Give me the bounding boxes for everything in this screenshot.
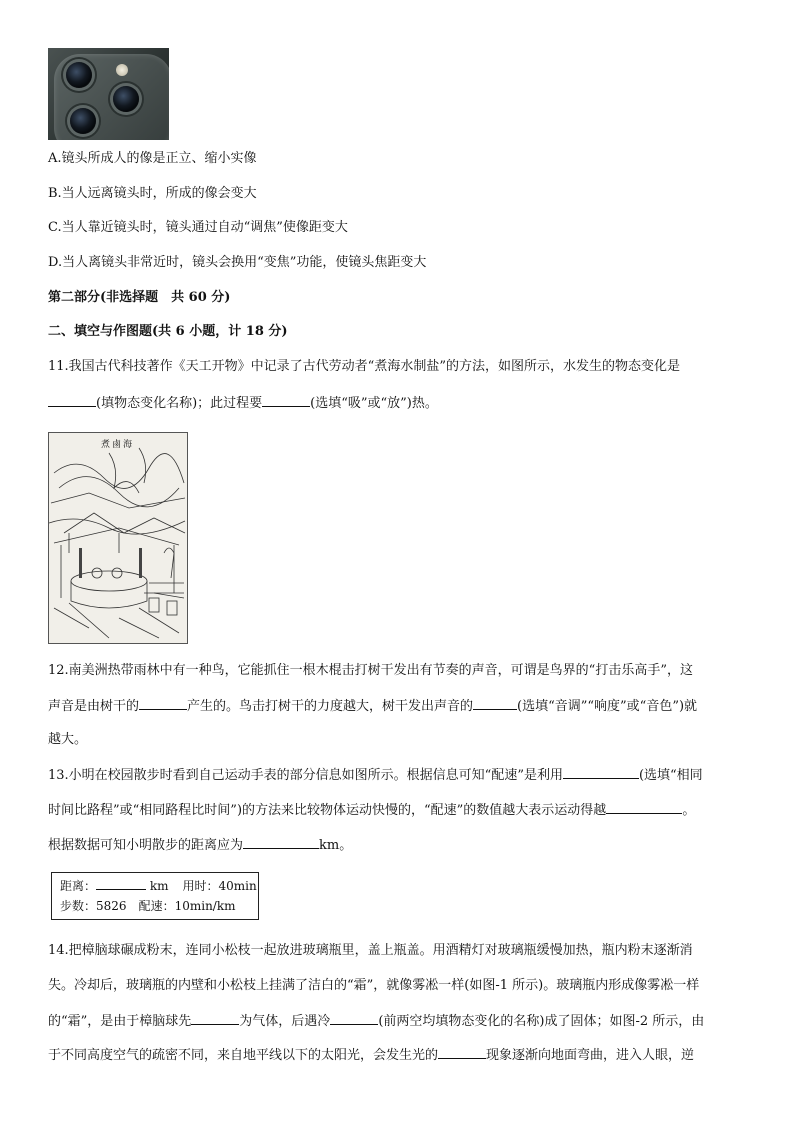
q13-text: (选填“相同 [638, 768, 703, 783]
answer-blank [563, 766, 639, 779]
q12-line1: 12.南美洲热带雨林中有一种鸟，它能抓住一根木棍击打树干发出有节奏的声音，可谓是鸟界的“打击乐高手”，这 [48, 663, 693, 678]
q12-text: 声音是由树干的 [48, 699, 140, 714]
q11-line2 [48, 394, 438, 413]
q14-text: 于不同高度空气的疏密不同，来自地平线以下的太阳光，会发生光的 [48, 1048, 439, 1063]
watch-row-2 [60, 896, 258, 916]
steps-value: 5826 [96, 899, 127, 913]
steps-label: 步数： [60, 899, 97, 913]
q13-line1 [48, 766, 703, 785]
answer-blank [48, 394, 96, 407]
answer-blank [606, 801, 682, 814]
q12-text: (选填“音调”“响度”或“音色”)就 [517, 699, 698, 714]
q14-line1: 14.把樟脑球碾成粉末，连同小松枝一起放进玻璃瓶里，盖上瓶盖。用酒精灯对玻璃瓶缓慢加热，瓶内粉末逐渐消 [48, 943, 693, 958]
option-b: B.当人远离镜头时，所成的像会变大 [48, 186, 257, 201]
distance-blank [96, 877, 146, 890]
answer-blank [473, 697, 517, 710]
q11-text: (选填“吸”或“放”)热。 [310, 396, 438, 411]
time-label: 用时： [182, 879, 219, 893]
q13-line3 [48, 836, 352, 855]
q13-text: 根据数据可知小明散步的距离应为 [48, 838, 244, 853]
answer-blank [438, 1046, 486, 1059]
q11-line1: 11.我国古代科技著作《天工开物》中记录了古代劳动者“煮海水制盐”的方法，如图所示，水发生的物态变化是 [48, 359, 680, 374]
phone-camera-photo [48, 48, 169, 140]
q14-text: 的“霜”，是由于樟脑球先 [48, 1014, 192, 1029]
sport-watch-info [51, 872, 259, 920]
pace-label: 配速： [138, 899, 175, 913]
camera-lens-icon [66, 62, 92, 88]
q14-text: 为气体，后遇冷 [239, 1014, 331, 1029]
answer-blank [330, 1012, 378, 1025]
time-value: 40min [218, 879, 257, 893]
camera-lens-icon [70, 108, 96, 134]
q14-text: (前两空均填物态变化的名称)成了固体；如图-2 所示，由 [378, 1014, 705, 1029]
q14-line3 [48, 1012, 704, 1031]
camera-flash-icon [116, 64, 128, 76]
salt-boiling-illustration [48, 432, 188, 644]
illustration-title: 煮鹵海 [101, 440, 135, 450]
answer-blank [262, 394, 310, 407]
q13-text: km。 [319, 838, 353, 853]
q13-line2 [48, 801, 695, 820]
q12-text: 产生的。鸟击打树干的力度越大，树干发出声音的 [187, 699, 474, 714]
q12-line3: 越大。 [48, 732, 88, 747]
q13-text: 时间比路程”或“相同路程比时间”)的方法来比较物体运动快慢的，“配速”的数值越大表示运动得越 [48, 803, 607, 818]
option-a: A.镜头所成人的像是正立、缩小实像 [48, 151, 257, 166]
q13-text: 。 [682, 803, 696, 818]
watch-row-1 [60, 876, 258, 896]
pace-value: 10min/km [174, 899, 236, 913]
woodcut-drawing-icon [49, 433, 187, 643]
q14-text: 现象逐渐向地面弯曲，进入人眼，逆 [486, 1048, 695, 1063]
option-c: C.当人靠近镜头时，镜头通过自动“调焦”使像距变大 [48, 220, 348, 235]
answer-blank [243, 836, 319, 849]
answer-blank [191, 1012, 239, 1025]
distance-label: 距离： [60, 879, 97, 893]
distance-unit: km [149, 879, 169, 893]
q14-line4 [48, 1046, 694, 1065]
option-d: D.当人离镜头非常近时，镜头会换用“变焦”功能，使镜头焦距变大 [48, 255, 427, 270]
q14-line2: 失。冷却后，玻璃瓶的内壁和小松枝上挂满了洁白的“霜”，就像雾凇一样(如图-1 所示)。玻璃瓶内形成像雾凇一样 [48, 978, 700, 993]
answer-blank [139, 697, 187, 710]
q13-text: 13.小明在校园散步时看到自己运动手表的部分信息如图所示。根据信息可知“配速”是利用 [48, 768, 563, 783]
section-title: 第二部分(非选择题 共 60 分) [48, 290, 231, 305]
camera-lens-icon [113, 86, 139, 112]
section-heading: 二、填空与作图题(共 6 小题，计 18 分) [48, 324, 288, 339]
q11-text: (填物态变化名称)；此过程要 [96, 396, 263, 411]
q12-line2 [48, 697, 697, 716]
